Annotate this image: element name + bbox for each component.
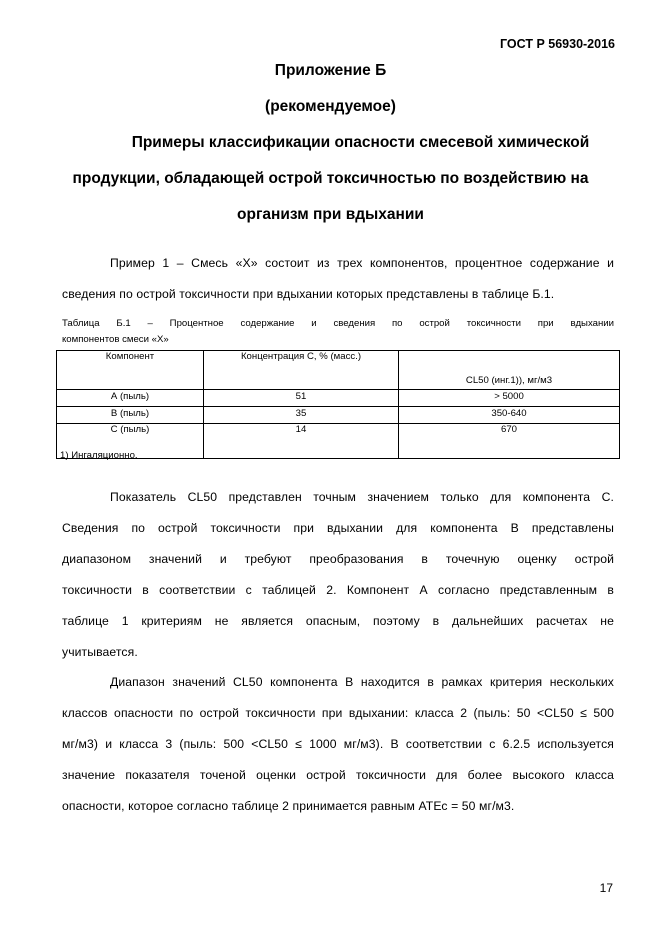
table-footnote: 1) Ингаляционно. <box>60 450 138 461</box>
header-cl50: CL50 (инг.1)), мг/м3 <box>399 351 620 390</box>
standard-code: ГОСТ Р 56930-2016 <box>499 37 615 51</box>
row-cl50: > 5000 <box>399 390 620 407</box>
row-component: В (пыль) <box>57 407 204 424</box>
appendix-heading-line-2: продукции, обладающей острой токсичностью по воздействию на <box>72 170 589 187</box>
paragraph3-line-3: мг/м3) и класса 3 (пыль: 500 <CL50 ≤ 1000 мг/м3). В соответствии с 6.2.5 используется <box>62 737 614 751</box>
paragraph3-line-2: классов опасности по острой токсичности при вдыхании: класса 2 (пыль: 50 <CL50 ≤ 500 <box>62 706 614 720</box>
components-table <box>56 350 620 459</box>
table-header-row <box>57 351 620 390</box>
paragraph3-line-1: Диапазон значений CL50 компонента В находится в рамках критерия нескольких <box>110 675 614 689</box>
example1-line-2: сведения по острой токсичности при вдыхании которых представлены в таблице Б.1. <box>62 287 555 301</box>
header-concentration: Концентрация С, % (масс.) <box>204 351 399 390</box>
row-component: А (пыль) <box>57 390 204 407</box>
header-component: Компонент <box>57 351 204 390</box>
paragraph2-line-5: таблице 1 критериям не является опасным, поэтому в дальнейших расчетах не <box>62 614 614 628</box>
appendix-title: Приложение Б <box>274 62 387 79</box>
paragraph2-line-6: учитывается. <box>62 645 138 659</box>
row-cl50: 670 <box>399 424 620 459</box>
table-row <box>57 390 620 407</box>
paragraph3-line-4: значение показателя точеной оценки острой токсичности для более высокого класса <box>62 768 614 782</box>
example1-line-1: Пример 1 – Смесь «X» состоит из трех компонентов, процентное содержание и <box>110 256 614 270</box>
table-caption-line-1: Таблица Б.1 – Процентное содержание и сведения по острой токсичности при вдыхании <box>62 318 614 329</box>
row-cl50: 350-640 <box>399 407 620 424</box>
table-caption-line-2: компонентов смеси «X» <box>62 334 169 345</box>
row-concentration: 35 <box>204 407 399 424</box>
paragraph2-line-1: Показатель CL50 представлен точным значением только для компонента С. <box>110 490 614 504</box>
row-concentration: 14 <box>204 424 399 459</box>
row-component: С (пыль) <box>57 424 204 459</box>
paragraph2-line-2: Сведения по острой токсичности при вдыхании для компонента В представлены <box>62 521 614 535</box>
page-number: 17 <box>599 881 613 895</box>
appendix-status: (рекомендуемое) <box>265 98 396 115</box>
paragraph3-line-5: опасности, которое согласно таблице 2 принимается равным АТЕс = 50 мг/м3. <box>62 799 515 813</box>
row-concentration: 51 <box>204 390 399 407</box>
paragraph2-line-4: токсичности в соответствии с таблицей 2. Компонент А согласно представленным в <box>62 583 614 597</box>
appendix-heading-line-1: Примеры классификации опасности смесевой химической <box>131 134 590 151</box>
paragraph2-line-3: диапазоном значений и требуют преобразования в точечную оценку острой <box>62 552 614 566</box>
table-row <box>57 424 620 459</box>
appendix-heading-line-3: организм при вдыхании <box>237 206 424 223</box>
table-row <box>57 407 620 424</box>
